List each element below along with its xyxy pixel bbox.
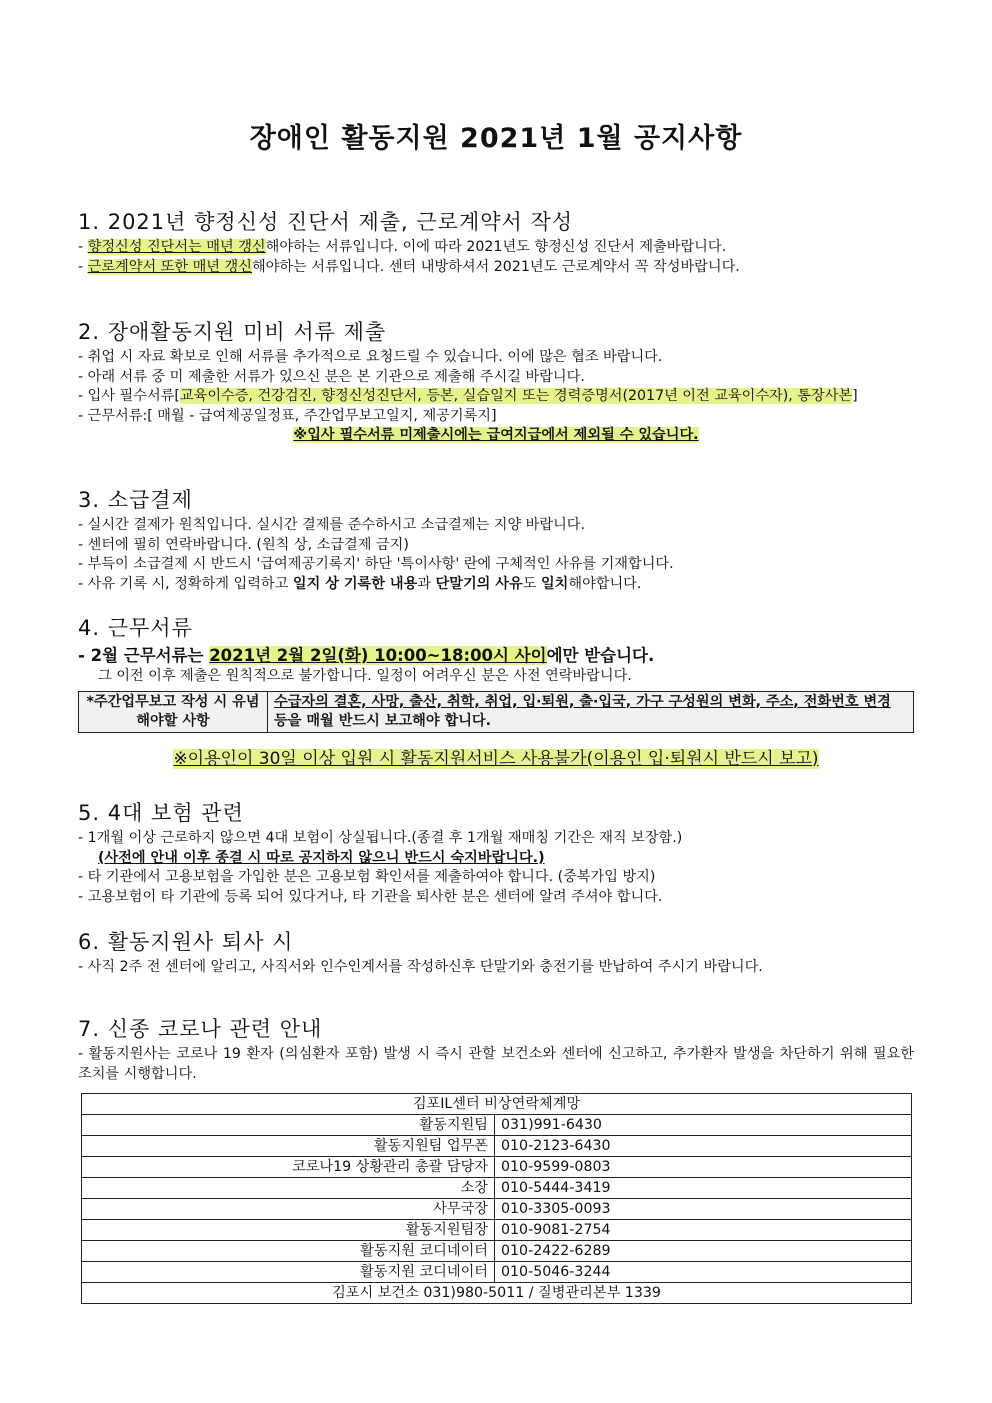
highlight-text: 2021년 2월 2일(화) 10:00~18:00시 사이 <box>209 646 547 665</box>
note-box-label: *주간업무보고 작성 시 유념해야할 사항 <box>79 692 268 732</box>
note-box-content: 수급자의 결혼, 사망, 출산, 취학, 취업, 입·퇴원, 출·입국, 가구 구성원의 변화, 주소, 전화번호 변경 등을 매월 반드시 보고해야 합니다. <box>274 693 891 729</box>
table-row <box>82 1283 912 1304</box>
section-2-line-4: - 근무서류:[ 매월 - 급여제공일정표, 주간업무보고일지, 제공기록지] <box>78 407 497 424</box>
section-1-line-1: - 향정신성 진단서는 매년 갱신해야하는 서류입니다. 이에 따라 2021년도 향정신성 진단서 제출바랍니다. <box>78 239 727 255</box>
section-5-line-3: - 타 기관에서 고용보험을 가입한 분은 고용보험 확인서를 제출하여야 합니다. (중복가입 방지) <box>78 869 656 885</box>
section-1-line-2: - 근로계약서 또한 매년 갱신해야하는 서류입니다. 센터 내방하셔서 2021년도 근로계약서 꼭 작성바랍니다. <box>78 258 740 275</box>
highlight-text: 향정신성 진단서는 매년 갱신 <box>87 239 266 255</box>
section-4 <box>78 614 914 771</box>
section-3-line-4: - 사유 기록 시, 정확하게 입력하고 일지 상 기록한 내용과 단말기의 사유도 일치해야합니다. <box>78 575 642 592</box>
section-3-line-2: - 센터에 필히 연락바랍니다. (원칙 상, 소급결제 금지) <box>78 536 409 553</box>
table-row <box>82 1094 912 1115</box>
section-2-line-3: - 입사 필수서류[교육이수증, 건강검진, 향정신성진단서, 등본, 실습일지 또는 경력증명서(2017년 이전 교육이수자), 통장사본] <box>78 388 858 404</box>
table-row: 활동지원팀 031)991-6430 <box>82 1115 912 1136</box>
table-row: 사무국장 010-3305-0093 <box>82 1199 912 1220</box>
section-7-heading: 7. 신종 코로나 관련 안내 <box>78 1017 323 1041</box>
section-1-heading: 1. 2021년 향정신성 진단서 제출, 근로계약서 작성 <box>78 210 574 234</box>
hospitalization-warning: ※이용인이 30일 이상 입원 시 활동지원서비스 사용불가(이용인 입·퇴원시 반드시 보고) <box>173 748 819 769</box>
highlight-text: 근로계약서 또한 매년 갱신 <box>87 258 252 275</box>
weekly-report-note-box <box>78 691 914 733</box>
section-3-line-1: - 실시간 결제가 원칙입니다. 실시간 결제를 준수하시고 소급결제는 지양 바랍니다. <box>78 517 585 533</box>
section-1 <box>78 208 914 277</box>
highlight-text: 교육이수증, 건강검진, 향정신성진단서, 등본, 실습일지 또는 경력증명서(2017년 이전 교육이수자), 통장사본 <box>179 388 853 404</box>
contact-table-header: 김포IL센터 비상연락체계망 <box>82 1094 912 1115</box>
section-6-line-1: - 사직 2주 전 센터에 알리고, 사직서와 인수인계서를 작성하신후 단말기와 충전기를 반납하여 주시기 바랍니다. <box>78 959 763 975</box>
section-2-warning: ※입사 필수서류 미제출시에는 급여지급에서 제외될 수 있습니다. <box>293 427 699 443</box>
table-row: 활동지원 코디네이터 010-5046-3244 <box>82 1262 912 1283</box>
section-3-line-3: - 부득이 소급결제 시 반드시 '급여제공기록지' 하단 '특이사항' 란에 구체적인 사유를 기재합니다. <box>78 556 674 572</box>
section-4-heading: 4. 근무서류 <box>78 616 193 640</box>
section-7 <box>78 1015 914 1084</box>
section-5 <box>78 799 914 907</box>
section-6-heading: 6. 활동지원사 퇴사 시 <box>78 930 294 954</box>
table-row: 소장 010-5444-3419 <box>82 1178 912 1199</box>
section-4-line-1: - 2월 근무서류는 2021년 2월 2일(화) 10:00~18:00시 사이에만 받습니다. <box>78 646 655 665</box>
section-3-heading: 3. 소급결제 <box>78 488 193 512</box>
section-4-line-2: 그 이전 이후 제출은 원칙적으로 불가합니다. 일정이 어려우신 분은 사전 연락바랍니다. <box>98 668 632 684</box>
section-2-line-1: - 취업 시 자료 확보로 인해 서류를 추가적으로 요청드릴 수 있습니다. 이에 많은 협조 바랍니다. <box>78 349 663 365</box>
section-2-heading: 2. 장애활동지원 미비 서류 제출 <box>78 320 387 344</box>
section-7-line-1: - 활동지원사는 코로나 19 환자 (의심환자 포함) 발생 시 즉시 관할 보건소와 센터에 신고하고, 추가환자 발생을 차단하기 위해 필요한 조치를 시행합니다. <box>78 1046 914 1082</box>
section-5-line-2: (사전에 안내 이후 종결 시 따로 공지하지 않으니 반드시 숙지바랍니다.) <box>98 849 545 866</box>
section-2 <box>78 318 914 446</box>
page-title: 장애인 활동지원 2021년 1월 공지사항 <box>249 123 743 154</box>
table-row: 코로나19 상황관리 총괄 담당자 010-9599-0803 <box>82 1157 912 1178</box>
section-2-line-2: - 아래 서류 중 미 제출한 서류가 있으신 분은 본 기관으로 제출해 주시길 바랍니다. <box>78 368 585 385</box>
table-row: 활동지원 코디네이터 010-2422-6289 <box>82 1241 912 1262</box>
emergency-contact-table <box>81 1093 912 1304</box>
table-row: 활동지원팀장 010-9081-2754 <box>82 1220 912 1241</box>
table-row: 활동지원팀 업무폰 010-2123-6430 <box>82 1136 912 1157</box>
section-5-line-4: - 고용보험이 타 기관에 등록 되어 있다거나, 타 기관을 퇴사한 분은 센터에 알려 주셔야 합니다. <box>78 888 663 905</box>
section-5-line-1: - 1개월 이상 근로하지 않으면 4대 보험이 상실됩니다.(종결 후 1개월 재매칭 기간은 재직 보장함.) <box>78 830 683 846</box>
section-5-heading: 5. 4대 보험 관련 <box>78 801 244 825</box>
contact-table-footer: 김포시 보건소 031)980-5011 / 질병관리본부 1339 <box>82 1283 912 1304</box>
section-3 <box>78 486 914 594</box>
section-6 <box>78 928 914 978</box>
